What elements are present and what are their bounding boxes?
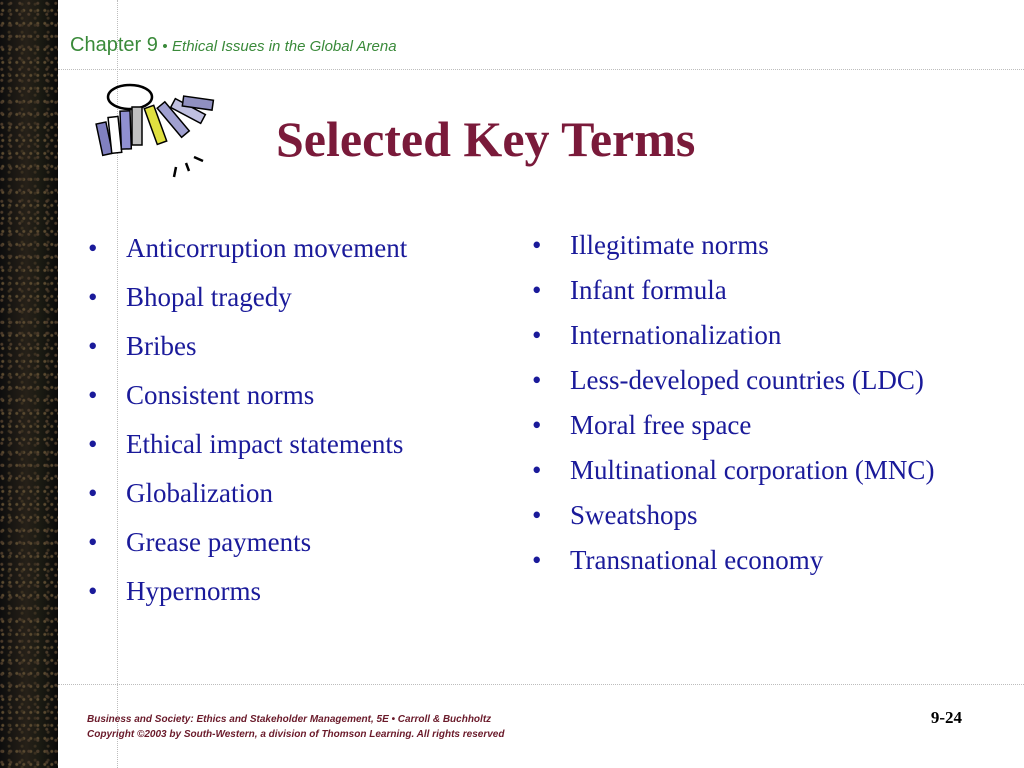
right-term-list — [532, 227, 952, 587]
bullet-icon: • — [88, 233, 98, 263]
page-title: Selected Key Terms — [276, 111, 696, 167]
header-divider — [58, 69, 1024, 71]
bullet-icon: • — [88, 576, 98, 606]
term-text: Infant formula — [570, 275, 727, 305]
bullet-icon: • — [532, 275, 542, 305]
bullet-icon: • — [532, 320, 542, 350]
term-text: Multinational corporation (MNC) — [570, 455, 935, 485]
term-text: Illegitimate norms — [570, 230, 769, 260]
term-text: Grease payments — [126, 527, 312, 557]
bullet-icon: • — [88, 282, 98, 312]
bullet-icon: • — [532, 365, 542, 395]
key-ring-icon — [88, 75, 228, 185]
term-item — [532, 497, 952, 533]
term-text: Less-developed countries (LDC) — [570, 365, 924, 395]
footer-line-1: Business and Society: Ethics and Stakeholder Management, 5E • Carroll & Buchholtz — [87, 714, 492, 725]
bullet-icon: • — [532, 500, 542, 530]
term-item — [532, 407, 952, 443]
term-item — [532, 362, 952, 398]
term-item — [532, 452, 952, 488]
footer-text — [87, 712, 504, 742]
term-item — [88, 475, 508, 511]
term-item — [88, 230, 508, 266]
footer-divider — [58, 684, 1024, 686]
bullet-icon: • — [532, 410, 542, 440]
term-text: Bhopal tragedy — [126, 282, 292, 312]
bullet-icon: • — [88, 380, 98, 410]
footer-line-2: Copyright ©2003 by South-Western, a division of Thomson Learning. All rights reserved — [87, 729, 505, 740]
bullet-icon: • — [88, 429, 98, 459]
term-item — [88, 426, 508, 462]
bullet-icon: • — [88, 331, 98, 361]
term-item — [88, 524, 508, 560]
bullet-icon: • — [88, 527, 98, 557]
bullet-icon: • — [532, 230, 542, 260]
left-term-list — [88, 230, 508, 622]
term-item — [532, 227, 952, 263]
term-text: Transnational economy — [570, 545, 824, 575]
decorative-left-strip — [0, 0, 58, 768]
term-text: Ethical impact statements — [126, 429, 404, 459]
term-text: Moral free space — [570, 410, 752, 440]
chapter-subtitle: Ethical Issues in the Global Arena — [172, 38, 397, 55]
term-item — [88, 328, 508, 364]
bullet-icon: • — [88, 478, 98, 508]
term-text: Globalization — [126, 478, 273, 508]
term-item — [532, 272, 952, 308]
term-item — [88, 573, 508, 609]
term-text: Consistent norms — [126, 380, 315, 410]
chapter-header — [70, 34, 397, 57]
chapter-separator: • — [162, 38, 168, 55]
bullet-icon: • — [532, 545, 542, 575]
page-number: 9-24 — [930, 708, 962, 727]
term-item — [532, 542, 952, 578]
term-text: Bribes — [126, 331, 197, 361]
bullet-icon: • — [532, 455, 542, 485]
term-item — [88, 279, 508, 315]
chapter-label: Chapter 9 — [70, 34, 158, 56]
term-text: Sweatshops — [570, 500, 698, 530]
term-text: Internationalization — [570, 320, 782, 350]
term-text: Hypernorms — [126, 576, 261, 606]
term-text: Anticorruption movement — [126, 233, 408, 263]
term-item — [88, 377, 508, 413]
term-item — [532, 317, 952, 353]
